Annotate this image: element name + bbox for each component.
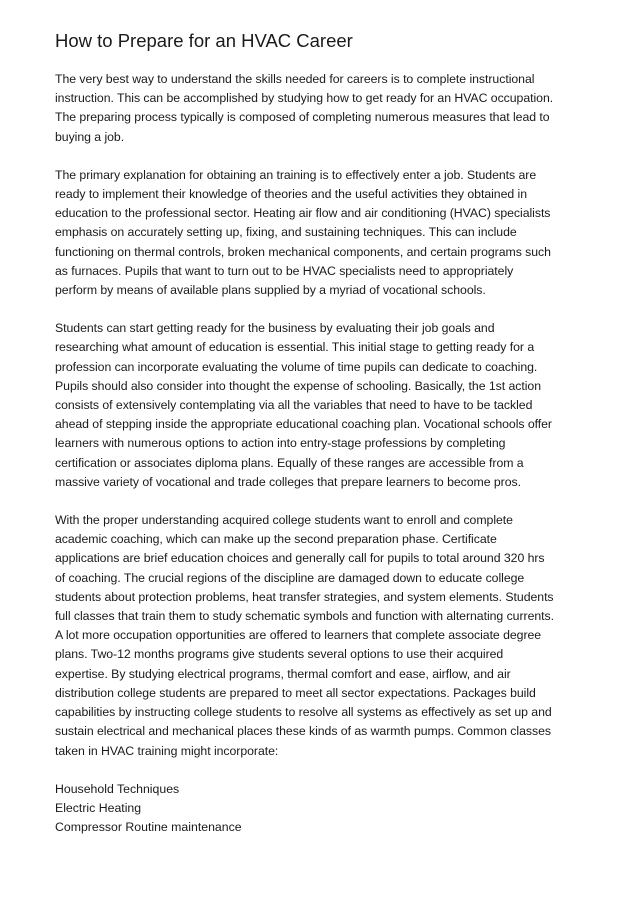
list-item: Electric Heating	[55, 800, 142, 815]
class-list	[55, 780, 590, 838]
list-item: Household Techniques	[55, 781, 180, 796]
page-title: How to Prepare for an HVAC Career	[55, 30, 353, 51]
paragraph-intro: The very best way to understand the skills needed for careers is to complete instructional instruction. This can be accomplished by studying how to get ready for an HVAC occupation. The preparing process typically is composed of completing numerous measures that lead to buying a job.	[55, 72, 554, 144]
list-item: Compressor Routine maintenance	[55, 820, 242, 835]
paragraph-primary-explanation: The primary explanation for obtaining an training is to effectively enter a job. Students are ready to implement their knowledge of theories and the useful activities they obtained in education to the professional sector. Heating air flow and air conditioning (HVAC) specialists emphasis on accurately setting up, fixing, and sustaining techniques. This can include functioning on thermal controls, broken mechanical components, and certain programs such as furnaces. Pupils that want to turn out to be HVAC specialists need to appropriately perform by means of available plans supplied by a myriad of vocational schools.	[55, 167, 551, 298]
document-page	[55, 28, 590, 837]
paragraph-understanding: With the proper understanding acquired college students want to enroll and complete academic coaching, which can make up the second preparation phase. Certificate applications are brief education choices and generally call for pupils to total around 320 hrs of coaching. The crucial regions of the discipline are damaged down to educate college students about protection problems, heat transfer strategies, and system elements. Students full classes that train them to study schematic symbols and function with alternating currents. A lot more occupation opportunities are offered to learners that complete associate degree plans. Two-12 months programs give students several options to use their acquired expertise. By studying electrical programs, thermal comfort and ease, airflow, and air distribution college students are prepared to meet all sector expectations. Packages build capabilities by instructing college students to resolve all systems as effectively as set up and sustain electrical and mechanical places these kinds of as warmth pumps. Common classes taken in HVAC training might incorporate:	[55, 513, 554, 758]
paragraph-getting-ready: Students can start getting ready for the business by evaluating their job goals and researching what amount of education is essential. This initial stage to getting ready for a profession can incorporate evaluating the volume of time pupils can dedicate to coaching. Pupils should also consider into thought the expense of schooling. Basically, the 1st action consists of extensively contemplating via all the variables that need to have to be tackled ahead of stepping inside the appropriate educational coaching plan. Vocational schools offer learners with numerous options to action into entry-stage professions by completing certification or associates diploma plans. Equally of these ranges are accessible from a massive variety of vocational and trade colleges that prepare learners to become pros.	[55, 321, 552, 489]
